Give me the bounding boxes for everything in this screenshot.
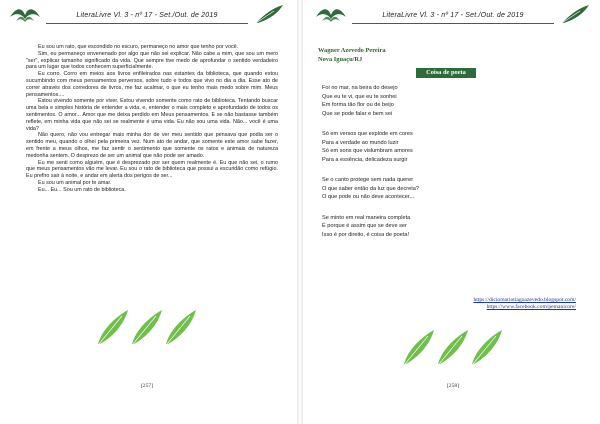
poem-title: Coisa de poeta xyxy=(416,68,476,78)
poem-line: Só em sons que vislumbram amores xyxy=(322,148,413,154)
quill-logo-icon xyxy=(252,3,286,25)
feather-icon xyxy=(404,330,434,364)
stanza xyxy=(322,176,522,202)
header-rule xyxy=(46,23,248,24)
stanza xyxy=(322,84,522,118)
poem xyxy=(322,84,522,251)
author-block xyxy=(318,46,386,64)
poem-line: Se minto em real maneira completa xyxy=(322,214,411,221)
paragraph: Estou vivendo somente por viver. Estou vivendo somente como rato de biblioteca. Tentando buscar uma bela e simples história de entender a vida, e, entender o mais completo e aprofundado de todos os sentimentos. O amor... Amor que me deixa perdido em Meus pensamentos. E se não bastasse também reflete, em minha vida que não sei se realmente é uma vida. Eu não sou uma vida. Não... você é uma vida? xyxy=(26,98,278,132)
author-links xyxy=(366,297,576,311)
header-title: LiteraLivre Vl. 3 - nº 17 - Set./Out. de 2019 xyxy=(382,12,524,19)
header-rule xyxy=(352,23,554,24)
author-name: Wagner Azevedo Pereira xyxy=(318,47,386,54)
page-header xyxy=(314,3,592,29)
feather-icon xyxy=(166,310,196,344)
feather-icon xyxy=(132,310,162,344)
poem-line: Se o canto protege sem nada querer xyxy=(322,177,414,183)
feather-icon xyxy=(98,310,128,344)
paragraph: Não quero, não vou entregar mais minha dor de ver meu sentido que pensava que podia ser o sentido meu, quando o olhei pela primeira vez. Num ato de andar, que somente este amor sabe fazer, em frente a meus olhos, me faz sentir o sentimento que somente os ratos e animais de natureza medonha sentem. O desprezo de ser um animal que não pode ser amado. xyxy=(26,132,278,159)
poem-line: Só em versos que explode em cores xyxy=(322,131,413,137)
feathers-decoration xyxy=(92,306,202,346)
facebook-link[interactable]: https://www.facebook.com/pemanicore/ xyxy=(486,304,576,310)
page-number: [258] xyxy=(446,383,460,389)
birds-logo-icon xyxy=(8,3,42,25)
right-page xyxy=(306,0,600,424)
poem-line: Para a essência, delicadeza surgir xyxy=(322,156,408,163)
blog-link[interactable]: https://diciomariotiagoazevedo.blogspot.com/ xyxy=(473,297,576,303)
poem-line: Foi no mar, na beira do desejo xyxy=(322,85,398,91)
poem-line: Para a verdade ao mundo luzir xyxy=(322,139,399,146)
quill-logo-icon xyxy=(558,3,592,25)
stanza xyxy=(322,130,522,164)
paragraph: Eu... Eu... Sou um rato de biblioteca. xyxy=(38,186,126,193)
page-header xyxy=(8,3,286,29)
paragraph: Eu me senti como alguém, que é desprezado por ser quem realmente é. Eu que não sei, o rumo que meus pensamentos vão me levar. Eu sou o rato de biblioteca que possui a escuridão como refúgio. Eu prefiro sair à noite, e andar em alerta dos perigos de ser... xyxy=(26,159,278,180)
poem-line: O que saber então da luz que decreta? xyxy=(322,185,420,192)
left-page xyxy=(0,0,294,424)
author-location: Nova Iguaçu/RJ xyxy=(318,56,363,63)
stanza xyxy=(322,214,522,240)
paragraph: Eu sou um animal por te amar. xyxy=(38,179,112,186)
header-title: LiteraLivre Vl. 3 - nº 17 - Set./Out. de 2019 xyxy=(76,12,218,19)
book-spine xyxy=(297,0,303,424)
poem-line: O que pode ou não deve acontecer... xyxy=(322,194,415,200)
feather-icon xyxy=(438,330,468,364)
feather-icon xyxy=(472,330,502,364)
feathers-decoration xyxy=(398,326,508,366)
paragraph: Sim, eu permaneço envenenado por algo que não sei explicar. Não cabe a mim, que sou um mero "ser", explicar tamanho significado da vida. Que sempre tive medo de aprofundar o sentido verdadeiro para um lugar que todos conhecem superficialmente. xyxy=(26,50,278,71)
paragraph: Eu corro. Corro em meios aos livros enfileirados nas estantes da biblioteca, que quando estou sucumbindo com meus pensamentos perversos, sobre tudo e todos que vivo no dia a dia. Esse ato de correr através dos corredores de livros, me faz acalmar, o que eu tenho mais medo sobre mim. Meus pensamentos.... xyxy=(26,71,278,98)
poem-line: Isso é por direito, é coisa de poeta! xyxy=(322,231,410,238)
birds-logo-icon xyxy=(314,3,348,25)
poem-line: Que se pode falar e bem sei xyxy=(322,110,393,117)
prose-text xyxy=(26,44,278,194)
paragraph: Eu sou um rato, que escondido no escuro, permaneço no amor que tenho por você. xyxy=(38,44,239,50)
poem-line: Em forma tão flor ou de beijo xyxy=(322,102,394,108)
poem-line: É porque é assim que se deve ser xyxy=(322,223,407,229)
page-number: [257] xyxy=(140,383,154,389)
poem-line: Que eu te vi, que eu te sonhei xyxy=(322,93,397,100)
